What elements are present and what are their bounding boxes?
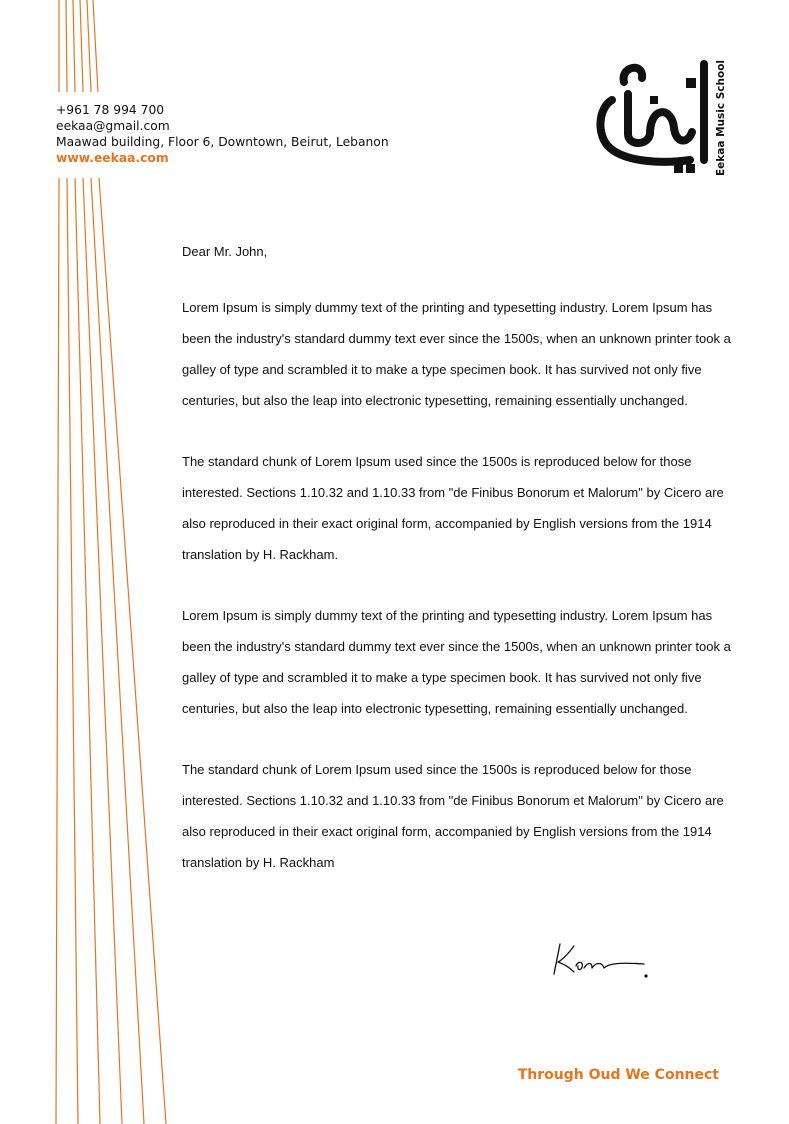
paragraph-4: The standard chunk of Lorem Ipsum used since the 1500s is reproduced below for those interested. Sections 1.10.32 and 1.10.33 from "de Finibus Bonorum et Malorum" by Cicero are also reproduced in their exact original form, accompanied by English versions from the 1914 translation by H. Rackham bbox=[182, 762, 724, 870]
contact-email[interactable]: eekaa@gmail.com bbox=[56, 119, 170, 133]
paragraph-1: Lorem Ipsum is simply dummy text of the printing and typesetting industry. Lorem Ipsum has been the industry's standard dummy text ever since the 1500s, when an unknown printer took a galley of type and scrambled it to make a type specimen book. It has survived not only five centuries, but also the leap into electronic typesetting, remaining essentially unchanged. bbox=[182, 300, 731, 408]
handwritten-signature-icon bbox=[548, 940, 658, 986]
footer-tagline: Through Oud We Connect bbox=[517, 1067, 719, 1083]
school-name-vertical bbox=[712, 60, 730, 176]
letter-body bbox=[182, 242, 742, 908]
school-name: Eekaa Music School bbox=[715, 59, 728, 177]
contact-phone: +961 78 994 700 bbox=[56, 103, 165, 117]
paragraph-3: Lorem Ipsum is simply dummy text of the printing and typesetting industry. Lorem Ipsum has been the industry's standard dummy text ever since the 1500s, when an unknown printer took a galley of type and scrambled it to make a type specimen book. It has survived not only five centuries, but also the leap into electronic typesetting, remaining essentially unchanged. bbox=[182, 608, 731, 716]
contact-address: Maawad building, Floor 6, Downtown, Beirut, Lebanon bbox=[56, 135, 389, 149]
contact-info bbox=[56, 102, 389, 166]
website-link[interactable]: www.eekaa.com bbox=[56, 151, 169, 165]
arabic-calligraphy-logo-icon bbox=[590, 56, 732, 182]
salutation: Dear Mr. John, bbox=[182, 244, 268, 259]
paragraph-2: The standard chunk of Lorem Ipsum used since the 1500s is reproduced below for those interested. Sections 1.10.32 and 1.10.33 from "de Finibus Bonorum et Malorum" by Cicero are also reproduced in their exact original form, accompanied by English versions from the 1914 translation by H. Rackham. bbox=[182, 454, 724, 562]
